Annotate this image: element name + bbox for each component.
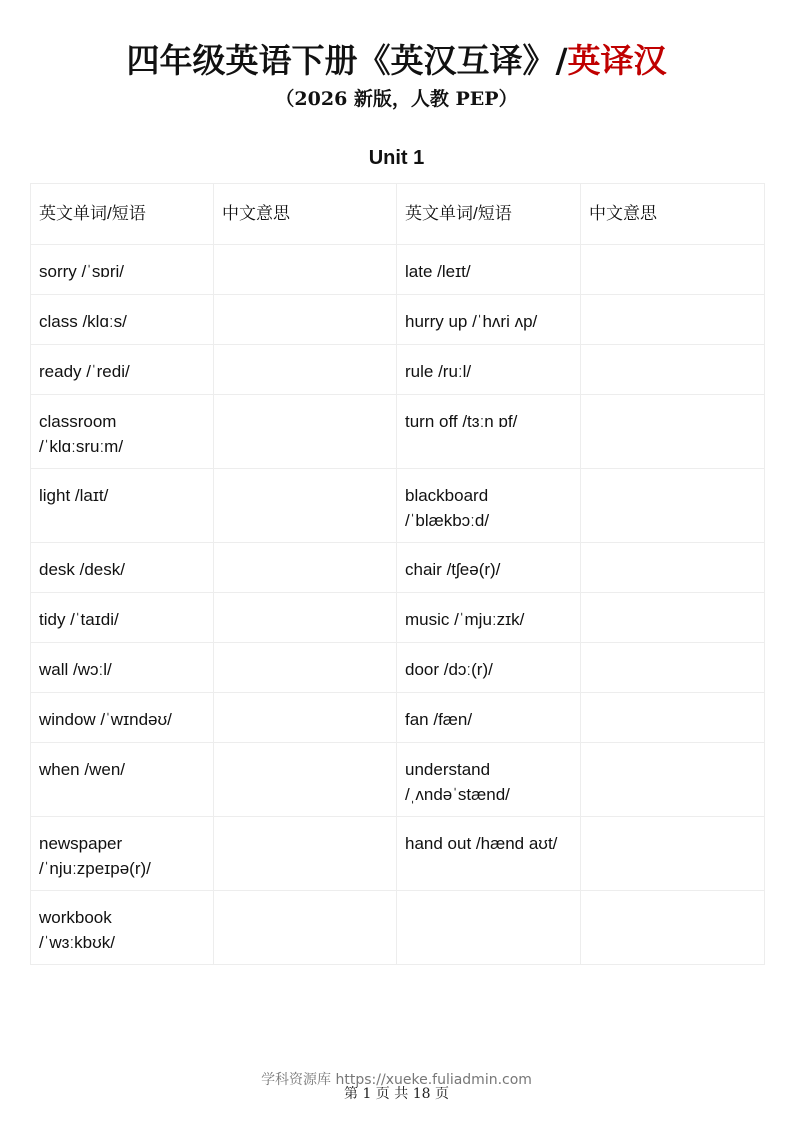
chinese-answer-cell xyxy=(581,643,765,693)
chinese-answer-cell xyxy=(581,817,765,891)
table-row xyxy=(31,469,765,543)
chinese-answer-cell xyxy=(214,395,397,469)
english-cell xyxy=(397,891,581,965)
unit-title: Unit 1 xyxy=(368,147,425,169)
table-row xyxy=(31,891,765,965)
table-row xyxy=(31,345,765,395)
english-cell: understand /ˌʌndəˈstænd/ xyxy=(397,743,581,817)
chinese-answer-cell xyxy=(581,345,765,395)
english-cell: when /wen/ xyxy=(31,743,214,817)
chinese-answer-cell xyxy=(214,643,397,693)
table-header-row xyxy=(31,184,765,245)
chinese-answer-cell xyxy=(214,543,397,593)
english-cell: hurry up /ˈhʌri ʌp/ xyxy=(397,295,581,345)
chinese-answer-cell xyxy=(214,693,397,743)
header-english: 英文单词/短语 xyxy=(31,184,214,245)
english-cell: light /laɪt/ xyxy=(31,469,214,543)
chinese-answer-cell xyxy=(581,743,765,817)
footer-source: 学科资源库 https://xueke.fuliadmin.com xyxy=(261,1072,532,1088)
english-cell: classroom /ˈklɑːsruːm/ xyxy=(31,395,214,469)
vocab-table-body xyxy=(31,245,765,965)
english-cell: tidy /ˈtaɪdi/ xyxy=(31,593,214,643)
english-cell: window /ˈwɪndəʊ/ xyxy=(31,693,214,743)
table-row xyxy=(31,643,765,693)
chinese-answer-cell xyxy=(214,817,397,891)
vocab-table xyxy=(30,183,765,965)
table-row xyxy=(31,817,765,891)
chinese-answer-cell xyxy=(581,593,765,643)
chinese-answer-cell xyxy=(581,395,765,469)
chinese-answer-cell xyxy=(214,891,397,965)
english-cell: rule /ruːl/ xyxy=(397,345,581,395)
page-title xyxy=(0,40,793,82)
page-title-main: 四年级英语下册《英汉互译》/ xyxy=(126,41,568,80)
chinese-answer-cell xyxy=(214,245,397,295)
page-title-highlight: 英译汉 xyxy=(567,41,667,80)
english-cell: class /klɑːs/ xyxy=(31,295,214,345)
english-cell: wall /wɔːl/ xyxy=(31,643,214,693)
table-row xyxy=(31,693,765,743)
english-cell: door /dɔː(r)/ xyxy=(397,643,581,693)
chinese-answer-cell xyxy=(581,245,765,295)
table-row xyxy=(31,743,765,817)
chinese-answer-cell xyxy=(214,743,397,817)
table-row xyxy=(31,295,765,345)
header-english: 英文单词/短语 xyxy=(397,184,581,245)
chinese-answer-cell xyxy=(581,295,765,345)
chinese-answer-cell xyxy=(581,693,765,743)
chinese-answer-cell xyxy=(214,469,397,543)
page-subtitle: （2026 新版，人教 PEP） xyxy=(275,88,518,110)
page-number: 第 1 页 共 18 页 xyxy=(344,1086,449,1102)
english-cell: late /leɪt/ xyxy=(397,245,581,295)
english-cell: workbook /ˈwɜːkbʊk/ xyxy=(31,891,214,965)
english-cell: sorry /ˈsɒri/ xyxy=(31,245,214,295)
chinese-answer-cell xyxy=(581,543,765,593)
chinese-answer-cell xyxy=(214,295,397,345)
table-row xyxy=(31,245,765,295)
table-row xyxy=(31,543,765,593)
english-cell: desk /desk/ xyxy=(31,543,214,593)
english-cell: blackboard /ˈblækbɔːd/ xyxy=(397,469,581,543)
english-cell: hand out /hænd aʊt/ xyxy=(397,817,581,891)
table-row xyxy=(31,395,765,469)
english-cell: newspaper /ˈnjuːzpeɪpə(r)/ xyxy=(31,817,214,891)
english-cell: fan /fæn/ xyxy=(397,693,581,743)
header-chinese: 中文意思 xyxy=(581,184,765,245)
header-chinese: 中文意思 xyxy=(214,184,397,245)
chinese-answer-cell xyxy=(214,345,397,395)
english-cell: ready /ˈredi/ xyxy=(31,345,214,395)
chinese-answer-cell xyxy=(581,891,765,965)
chinese-answer-cell xyxy=(214,593,397,643)
chinese-answer-cell xyxy=(581,469,765,543)
english-cell: music /ˈmjuːzɪk/ xyxy=(397,593,581,643)
english-cell: turn off /tɜːn ɒf/ xyxy=(397,395,581,469)
table-row xyxy=(31,593,765,643)
english-cell: chair /tʃeə(r)/ xyxy=(397,543,581,593)
